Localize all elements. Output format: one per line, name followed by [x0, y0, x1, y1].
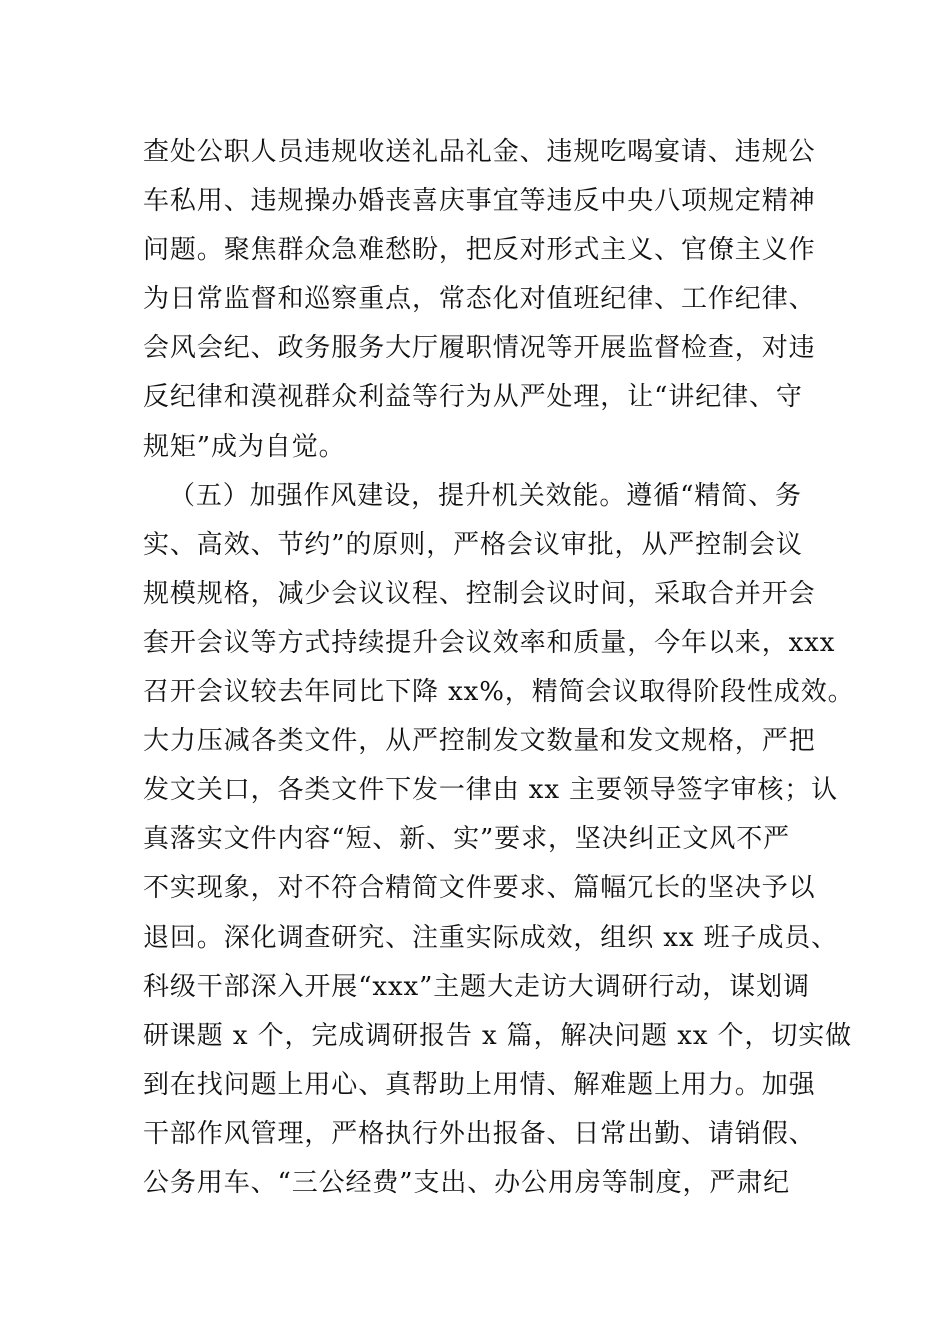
text-line: 到在找问题上用心、真帮助上用情、解难题上用力。加强	[143, 1069, 816, 1100]
text-line: 科级干部深入开展“xxx”主题大走访大调研行动，谋划调	[143, 971, 810, 1002]
text-line: 不实现象，对不符合精简文件要求、篇幅冗长的坚决予以	[143, 873, 816, 904]
text-line: 真落实文件内容“短、新、实”要求，坚决纠正文风不严	[143, 824, 791, 855]
text-line: 大力压减各类文件，从严控制发文数量和发文规格，严把	[143, 726, 816, 757]
text-line: 规模规格，减少会议议程、控制会议时间，采取合并开会	[143, 578, 816, 609]
text-line: 公务用车、“三公经费”支出、办公用房等制度，严肃纪	[143, 1167, 791, 1198]
text-line: 发文关口，各类文件下发一律由 xx 主要领导签字审核；认	[143, 775, 839, 806]
text-line: 规矩”成为自觉。	[143, 431, 346, 462]
text-line: 套开会议等方式持续提升会议效率和质量，今年以来，xxx	[143, 627, 836, 658]
text-line: 退回。深化调查研究、注重实际成效，组织 xx 班子成员、	[143, 922, 839, 953]
text-line: 问题。聚焦群众急难愁盼，把反对形式主义、官僚主义作	[143, 235, 816, 266]
text-line: 为日常监督和巡察重点，常态化对值班纪律、工作纪律、	[143, 284, 816, 315]
text-line: 查处公职人员违规收送礼品礼金、违规吃喝宴请、违规公	[143, 137, 816, 167]
text-line: 干部作风管理，严格执行外出报备、日常出勤、请销假、	[143, 1118, 816, 1149]
text-line: 反纪律和漠视群众利益等行为从严处理，让“讲纪律、守	[143, 382, 803, 413]
text-line: 会风会纪、政务服务大厅履职情况等开展监督检查，对违	[143, 333, 816, 364]
section-heading-line: （五）加强作风建设，提升机关效能。遵循“精简、务	[169, 480, 802, 511]
text-line: 召开会议较去年同比下降 xx%，精简会议取得阶段性成效。	[143, 677, 855, 708]
text-line: 实、高效、节约”的原则，严格会议审批，从严控制会议	[143, 529, 803, 560]
text-line: 研课题 x 个，完成调研报告 x 篇，解决问题 xx 个，切实做	[143, 1020, 853, 1051]
body-text	[143, 128, 855, 1208]
text-line: 车私用、违规操办婚丧喜庆事宜等违反中央八项规定精神	[143, 186, 816, 217]
